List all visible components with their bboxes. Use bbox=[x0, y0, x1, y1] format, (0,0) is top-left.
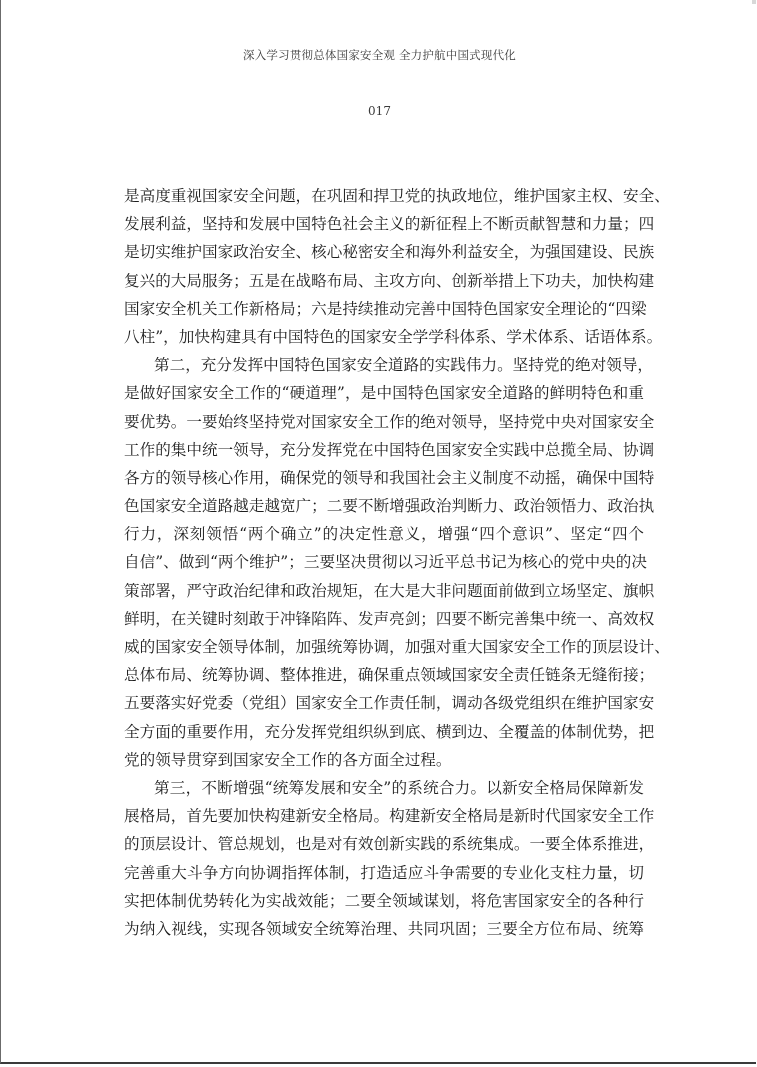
text-line: 策部署，严守政治纪律和政治规矩，在大是大非问题面前做到立场坚定、旗帜 bbox=[124, 581, 655, 600]
running-header: 深入学习贯彻总体国家安全观 全力护航中国式现代化 bbox=[243, 48, 516, 62]
paragraph-end-line: 党的领导贯穿到国家安全工作的各方面全过程。 bbox=[124, 750, 452, 769]
text-line: 鲜明，在关键时刻敢于冲锋陷阵、发声亮剑；四要不断完善集中统一、高效权 bbox=[124, 609, 655, 628]
text-line: 自信”、做到“两个维护”；三要坚决贯彻以习近平总书记为核心的党中央的决 bbox=[124, 553, 647, 572]
text-line: 完善重大斗争方向协调指挥体制，打造适应斗争需要的专业化支柱力量，切 bbox=[124, 863, 644, 882]
text-line: 为纳入视线，实现各领域安全统筹治理、共同巩固；三要全方位布局、统筹 bbox=[124, 919, 644, 938]
text-line: 各方的领导核心作用，确保党的领导和我国社会主义制度不动摇，确保中国特 bbox=[124, 468, 655, 487]
text-line: 八柱”，加快构建具有中国特色的国家安全学学科体系、学术体系、话语体系。 bbox=[124, 327, 663, 346]
page-number: 017 bbox=[368, 104, 391, 118]
text-line: 是高度重视国家安全问题，在巩固和捍卫党的执政地位，维护国家主权、安全、 bbox=[124, 187, 670, 205]
paragraph-start-line: 第三，不断增强“统筹发展和安全”的系统合力。以新安全格局保障新发 bbox=[154, 778, 644, 797]
text-line: 实把体制优势转化为实战效能；二要全领域谋划，将危害国家安全的各种行 bbox=[124, 891, 644, 910]
paragraph-start-line: 第二，充分发挥中国特色国家安全道路的实践伟力。坚持党的绝对领导， bbox=[154, 356, 654, 375]
text-line: 复兴的大局服务；五是在战略布局、主攻方向、创新举措上下功夫，加快构建 bbox=[124, 271, 655, 290]
text-line: 全方面的重要作用，充分发挥党组织纵到底、横到边、全覆盖的体制优势，把 bbox=[124, 722, 655, 741]
body-text bbox=[124, 182, 670, 943]
text-line: 的顶层设计、管总规划，也是对有效创新实践的系统集成。一要全体系推进， bbox=[124, 835, 655, 854]
text-line: 威的国家安全领导体制，加强统筹协调，加强对重大国家安全工作的顶层设计、 bbox=[124, 638, 670, 656]
text-line: 五要落实好党委（党组）国家安全工作责任制，调动各级党组织在维护国家安 bbox=[124, 694, 655, 713]
text-line: 总体布局、统筹协调、整体推进，确保重点领域国家安全责任链条无缝衔接； bbox=[124, 666, 655, 685]
text-line: 发展利益，坚持和发展中国特色社会主义的新征程上不断贡献智慧和力量；四 bbox=[124, 215, 655, 234]
text-line: 要优势。一要始终坚持党对国家安全工作的绝对领导，坚持党中央对国家安全 bbox=[124, 412, 655, 431]
text-line: 是切实维护国家政治安全、核心秘密安全和海外利益安全，为强国建设、民族 bbox=[124, 243, 655, 262]
text-line: 国家安全机关工作新格局；六是持续推动完善中国特色国家安全理论的“四梁 bbox=[124, 299, 647, 318]
text-line: 色国家安全道路越走越宽广；二要不断增强政治判断力、政治领悟力、政治执 bbox=[124, 497, 655, 516]
text-line: 是做好国家安全工作的“硬道理”，是中国特色国家安全道路的鲜明特色和重 bbox=[124, 384, 644, 403]
page-corner-mark bbox=[752, 0, 756, 4]
text-line: 展格局，首先要加快构建新安全格局。构建新安全格局是新时代国家安全工作 bbox=[124, 807, 655, 826]
text-line: 行力，深刻领悟“两个确立”的决定性意义，增强“四个意识”、坚定“四个 bbox=[124, 525, 644, 544]
text-line: 工作的集中统一领导，充分发挥党在中国特色国家安全实践中总揽全局、协调 bbox=[124, 440, 655, 459]
